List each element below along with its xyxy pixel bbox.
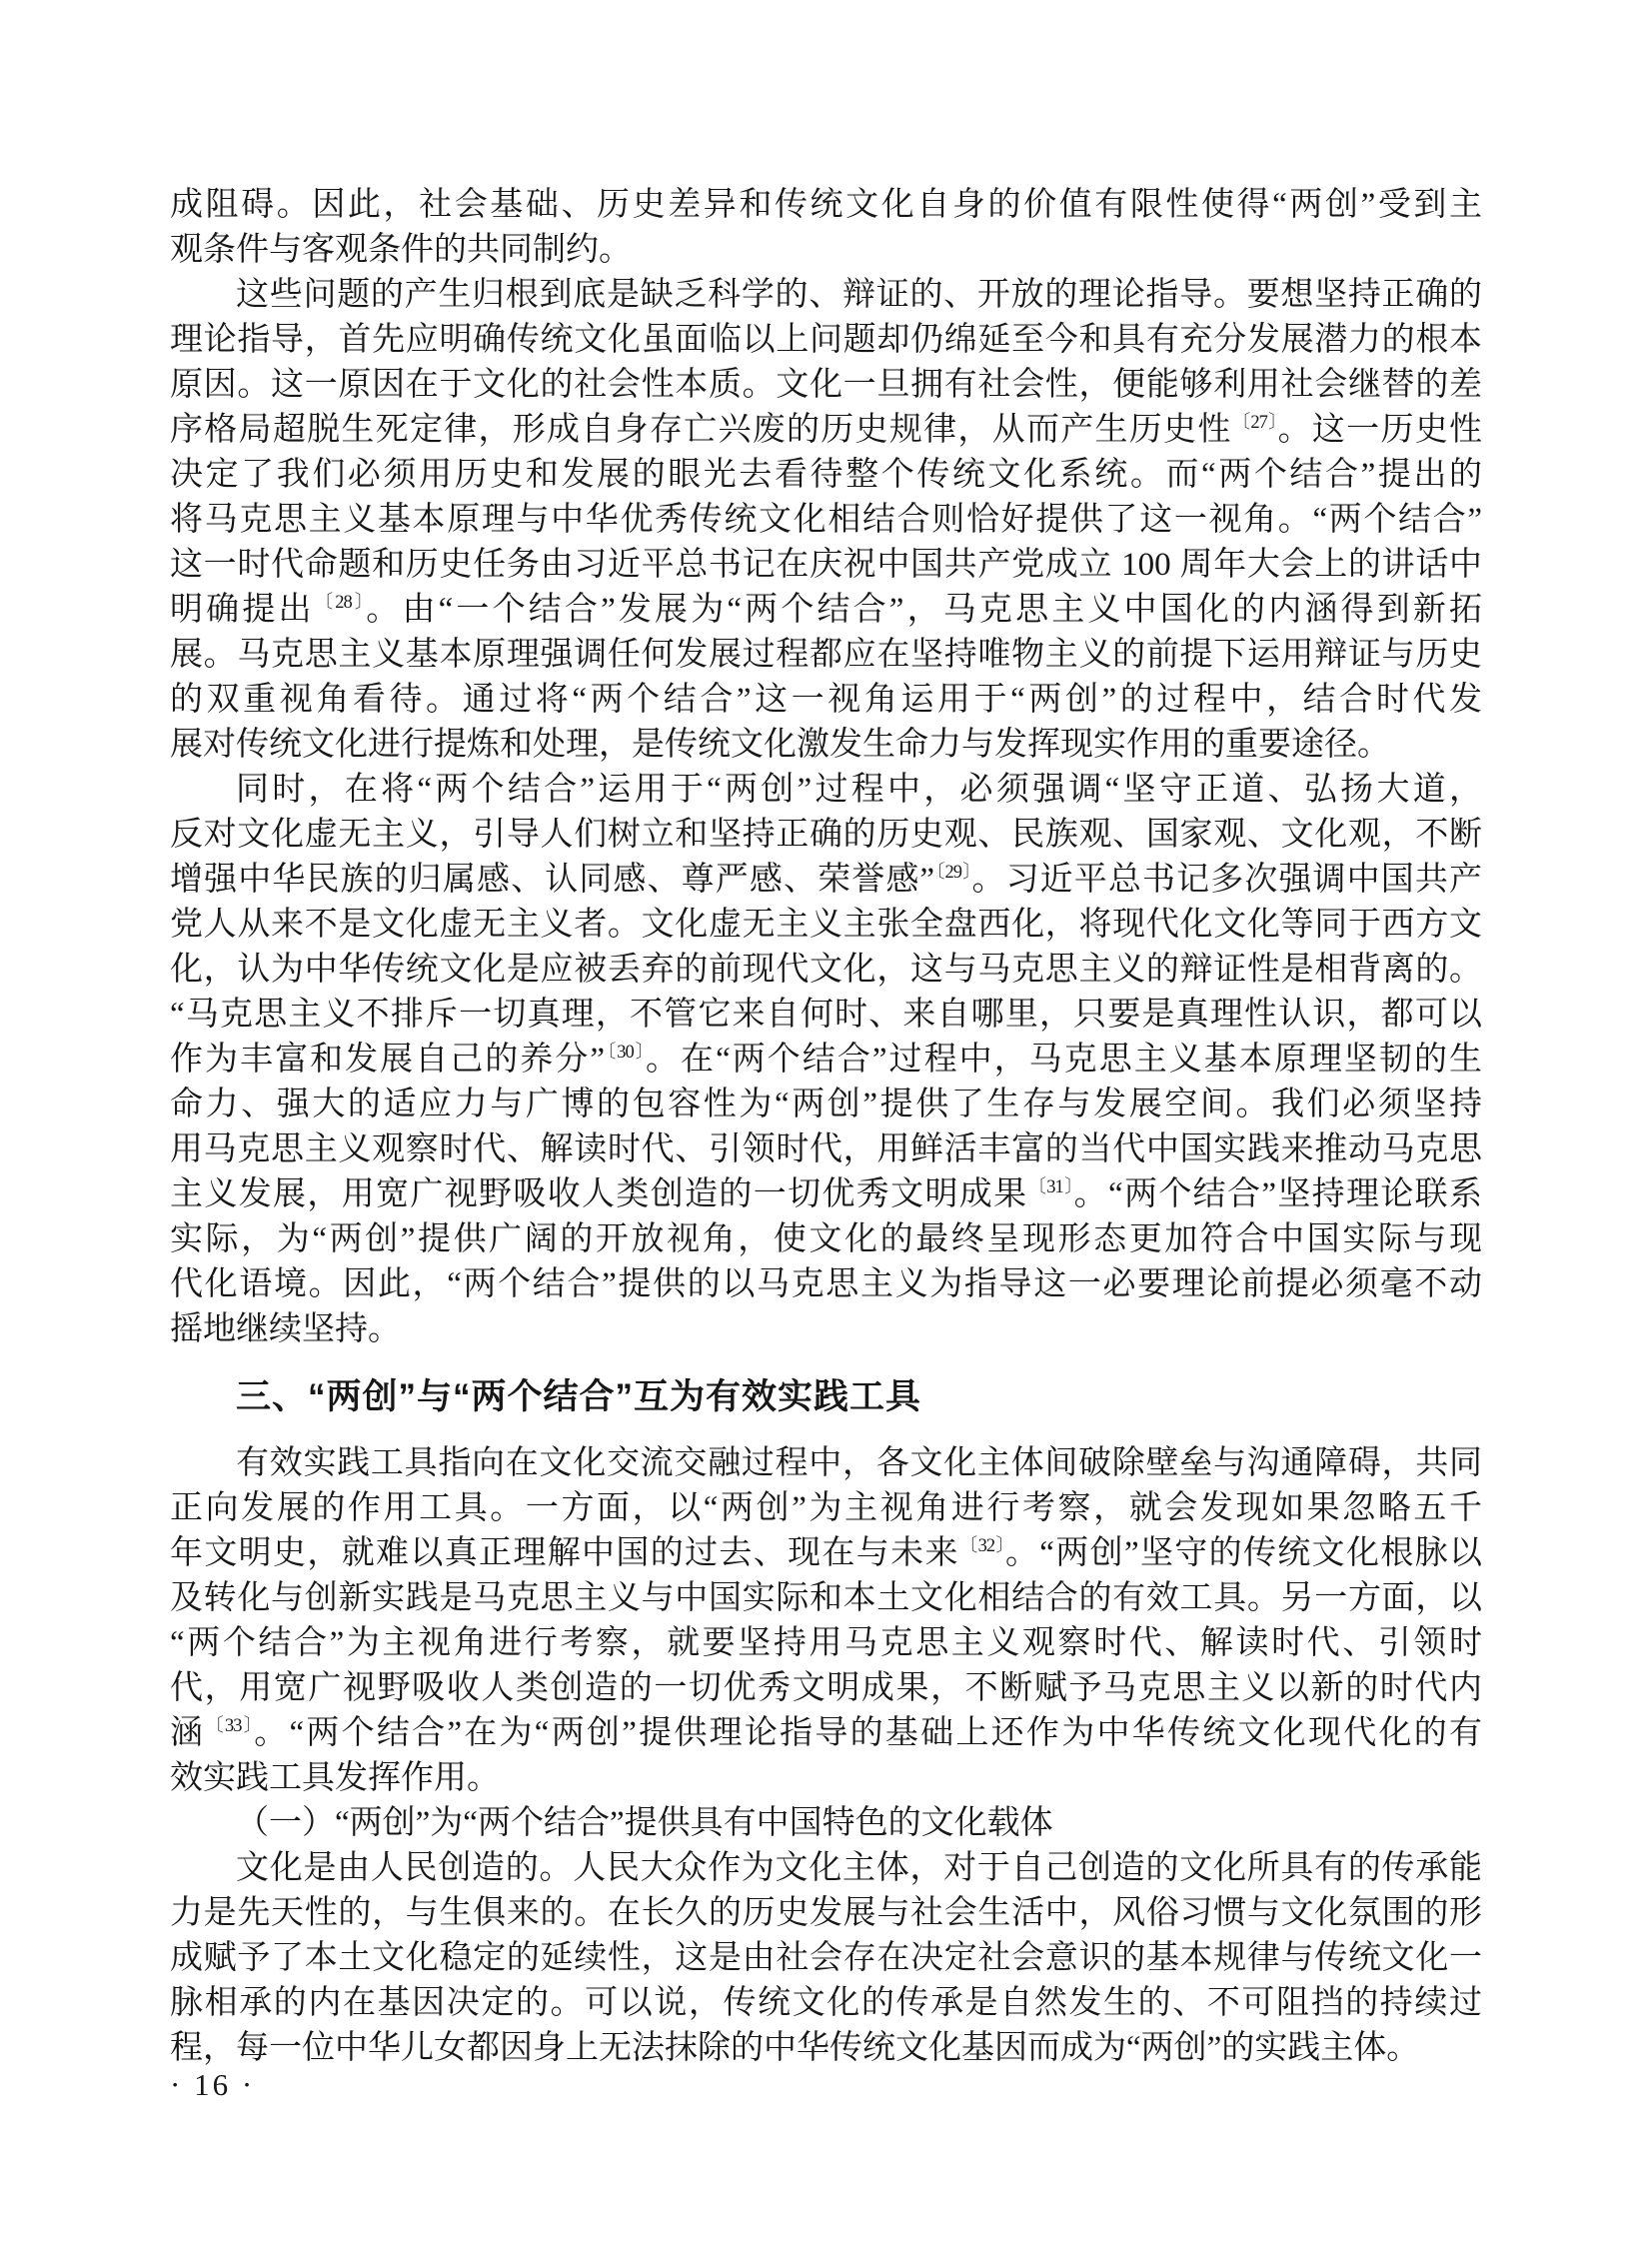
text-line: 反对文化虚无主义，引导人们树立和坚持正确的历史观、民族观、国家观、文化观，不断: [170, 817, 1482, 853]
section-heading: 三、“两创”与“两个结合”互为有效实践工具: [236, 1377, 922, 1416]
paragraph: [170, 1846, 1482, 2071]
text-line: 的双重视角看待。通过将“两个结合”这一视角运用于“两创”的过程中，结合时代发: [170, 682, 1482, 718]
footnote-ref: 〔30〕: [604, 1042, 647, 1062]
text-line: 代化语境。因此，“两个结合”提供的以马克思主义为指导这一必要理论前提必须毫不动: [170, 1266, 1482, 1302]
footnote-ref: 〔28〕: [314, 592, 367, 612]
text-line: 实际，为“两创”提供广阔的开放视角，使文化的最终呈现形态更加符合中国实际与现: [170, 1221, 1482, 1257]
text-line: 原因。这一原因在于文化的社会性本质。文化一旦拥有社会性，便能够利用社会继替的差: [170, 367, 1482, 403]
text-line: 命力、强大的适应力与广博的包容性为“两创”提供了生存与发展空间。我们必须坚持: [170, 1087, 1482, 1122]
text-line: 效实践工具发挥作用。: [170, 1760, 500, 1796]
footnote-ref: 〔29〕: [934, 862, 972, 882]
text-line: 展对传统文化进行提炼和处理，是传统文化激发生命力与发挥现实作用的重要途径。: [170, 727, 1390, 763]
paragraph: [170, 1441, 1482, 1801]
text-line: 主义发展，用宽广视野吸收人类创造的一切优秀文明成果$^{〔31〕}$。“两个结合”坚持理论联系: [170, 1176, 1482, 1212]
text-line: 程，每一位中华儿女都因身上无法抹除的中华传统文化基因而成为“两创”的实践主体。: [170, 2030, 1420, 2066]
footnote-ref: 〔27〕: [1231, 412, 1278, 432]
text-line: 这些问题的产生归根到底是缺乏科学的、辩证的、开放的理论指导。要想坚持正确的: [236, 277, 1482, 313]
page-content: [170, 183, 1482, 2071]
text-line: 作为丰富和发展自己的养分”$^{〔30〕}$。在“两个结合”过程中，马克思主义基本原理坚韧的生: [170, 1042, 1482, 1078]
text-line: 正向发展的作用工具。一方面，以“两创”为主视角进行考察，就会发现如果忽略五千: [170, 1490, 1482, 1526]
paragraph: [170, 183, 1482, 273]
paragraph: [170, 273, 1482, 768]
text-line: 成赋予了本土文化稳定的延续性，这是由社会存在决定社会意识的基本规律与传统文化一: [170, 1940, 1482, 1976]
text-line: 观条件与客观条件的共同制约。: [170, 232, 632, 268]
text-line: 序格局超脱生死定律，形成自身存亡兴废的历史规律，从而产生历史性$^{〔27〕}$。这一历史性: [170, 412, 1482, 448]
text-line: 明确提出$^{〔28〕}$。由“一个结合”发展为“两个结合”，马克思主义中国化的内涵得到新拓: [170, 592, 1482, 628]
text-line: 涵$^{〔33〕}$。“两个结合”在为“两创”提供理论指导的基础上还作为中华传统文化现代化的有: [170, 1715, 1482, 1751]
text-line: 文化是由人民创造的。人民大众作为文化主体，对于自己创造的文化所具有的传承能: [236, 1850, 1482, 1886]
footnote-ref: 〔33〕: [205, 1715, 255, 1735]
text-line: 决定了我们必须用历史和发展的眼光去看待整个传统文化系统。而“两个结合”提出的: [170, 457, 1482, 493]
text-line: 脉相承的内在基因决定的。可以说，传统文化的传承是自然发生的、不可阻挡的持续过: [170, 1985, 1482, 2021]
text-line: 这一时代命题和历史任务由习近平总书记在庆祝中国共产党成立 100 周年大会上的讲话中: [170, 547, 1482, 583]
text-line: 代，用宽广视野吸收人类创造的一切优秀文明成果，不断赋予马克思主义以新的时代内: [170, 1670, 1482, 1706]
text-line: 同时，在将“两个结合”运用于“两创”过程中，必须强调“坚守正道、弘扬大道，: [236, 772, 1482, 808]
text-line: 摇地继续坚持。: [170, 1311, 401, 1347]
text-line: 成阻碍。因此，社会基础、历史差异和传统文化自身的价值有限性使得“两创”受到主: [170, 187, 1482, 223]
text-line: 理论指导，首先应明确传统文化虽面临以上问题却仍绵延至今和具有充分发展潜力的根本: [170, 322, 1482, 358]
footnote-ref: 〔31〕: [1027, 1176, 1074, 1196]
text-line: 展。马克思主义基本原理强调任何发展过程都应在坚持唯物主义的前提下运用辩证与历史: [170, 637, 1482, 673]
subsection-heading: （一）“两创”为“两个结合”提供具有中国特色的文化载体: [236, 1805, 1053, 1841]
text-line: 力是先天性的，与生俱来的。在长久的历史发展与社会生活中，风俗习惯与文化氛围的形: [170, 1895, 1482, 1931]
text-line: 有效实践工具指向在文化交流交融过程中，各文化主体间破除壁垒与沟通障碍，共同: [236, 1445, 1482, 1481]
text-line: 增强中华民族的归属感、认同感、尊严感、荣誉感”$^{〔29〕}$。习近平总书记多次强调中国共产: [170, 862, 1482, 898]
footnote-ref: 〔32〕: [958, 1535, 1005, 1555]
text-line: 年文明史，就难以真正理解中国的过去、现在与未来$^{〔32〕}$。“两创”坚守的传统文化根脉以: [170, 1535, 1482, 1571]
paragraph: [170, 768, 1482, 1352]
text-line: 化，认为中华传统文化是应被丢弃的前现代文化，这与马克思主义的辩证性是相背离的。: [170, 952, 1482, 988]
text-line: “两个结合”为主视角进行考察，就要坚持用马克思主义观察时代、解读时代、引领时: [170, 1625, 1482, 1661]
text-line: “马克思主义不排斥一切真理，不管它来自何时、来自哪里，只要是真理性认识，都可以: [170, 997, 1482, 1033]
text-line: 将马克思主义基本原理与中华优秀传统文化相结合则恰好提供了这一视角。“两个结合”: [170, 502, 1482, 538]
text-line: 用马克思主义观察时代、解读时代、引领时代，用鲜活丰富的当代中国实践来推动马克思: [170, 1131, 1482, 1167]
text-line: 党人从来不是文化虚无主义者。文化虚无主义主张全盘西化，将现代化文化等同于西方文: [170, 907, 1482, 943]
text-line: 及转化与创新实践是马克思主义与中国实际和本土文化相结合的有效工具。另一方面，以: [170, 1580, 1482, 1616]
page-number: · 16 ·: [170, 2067, 256, 2102]
